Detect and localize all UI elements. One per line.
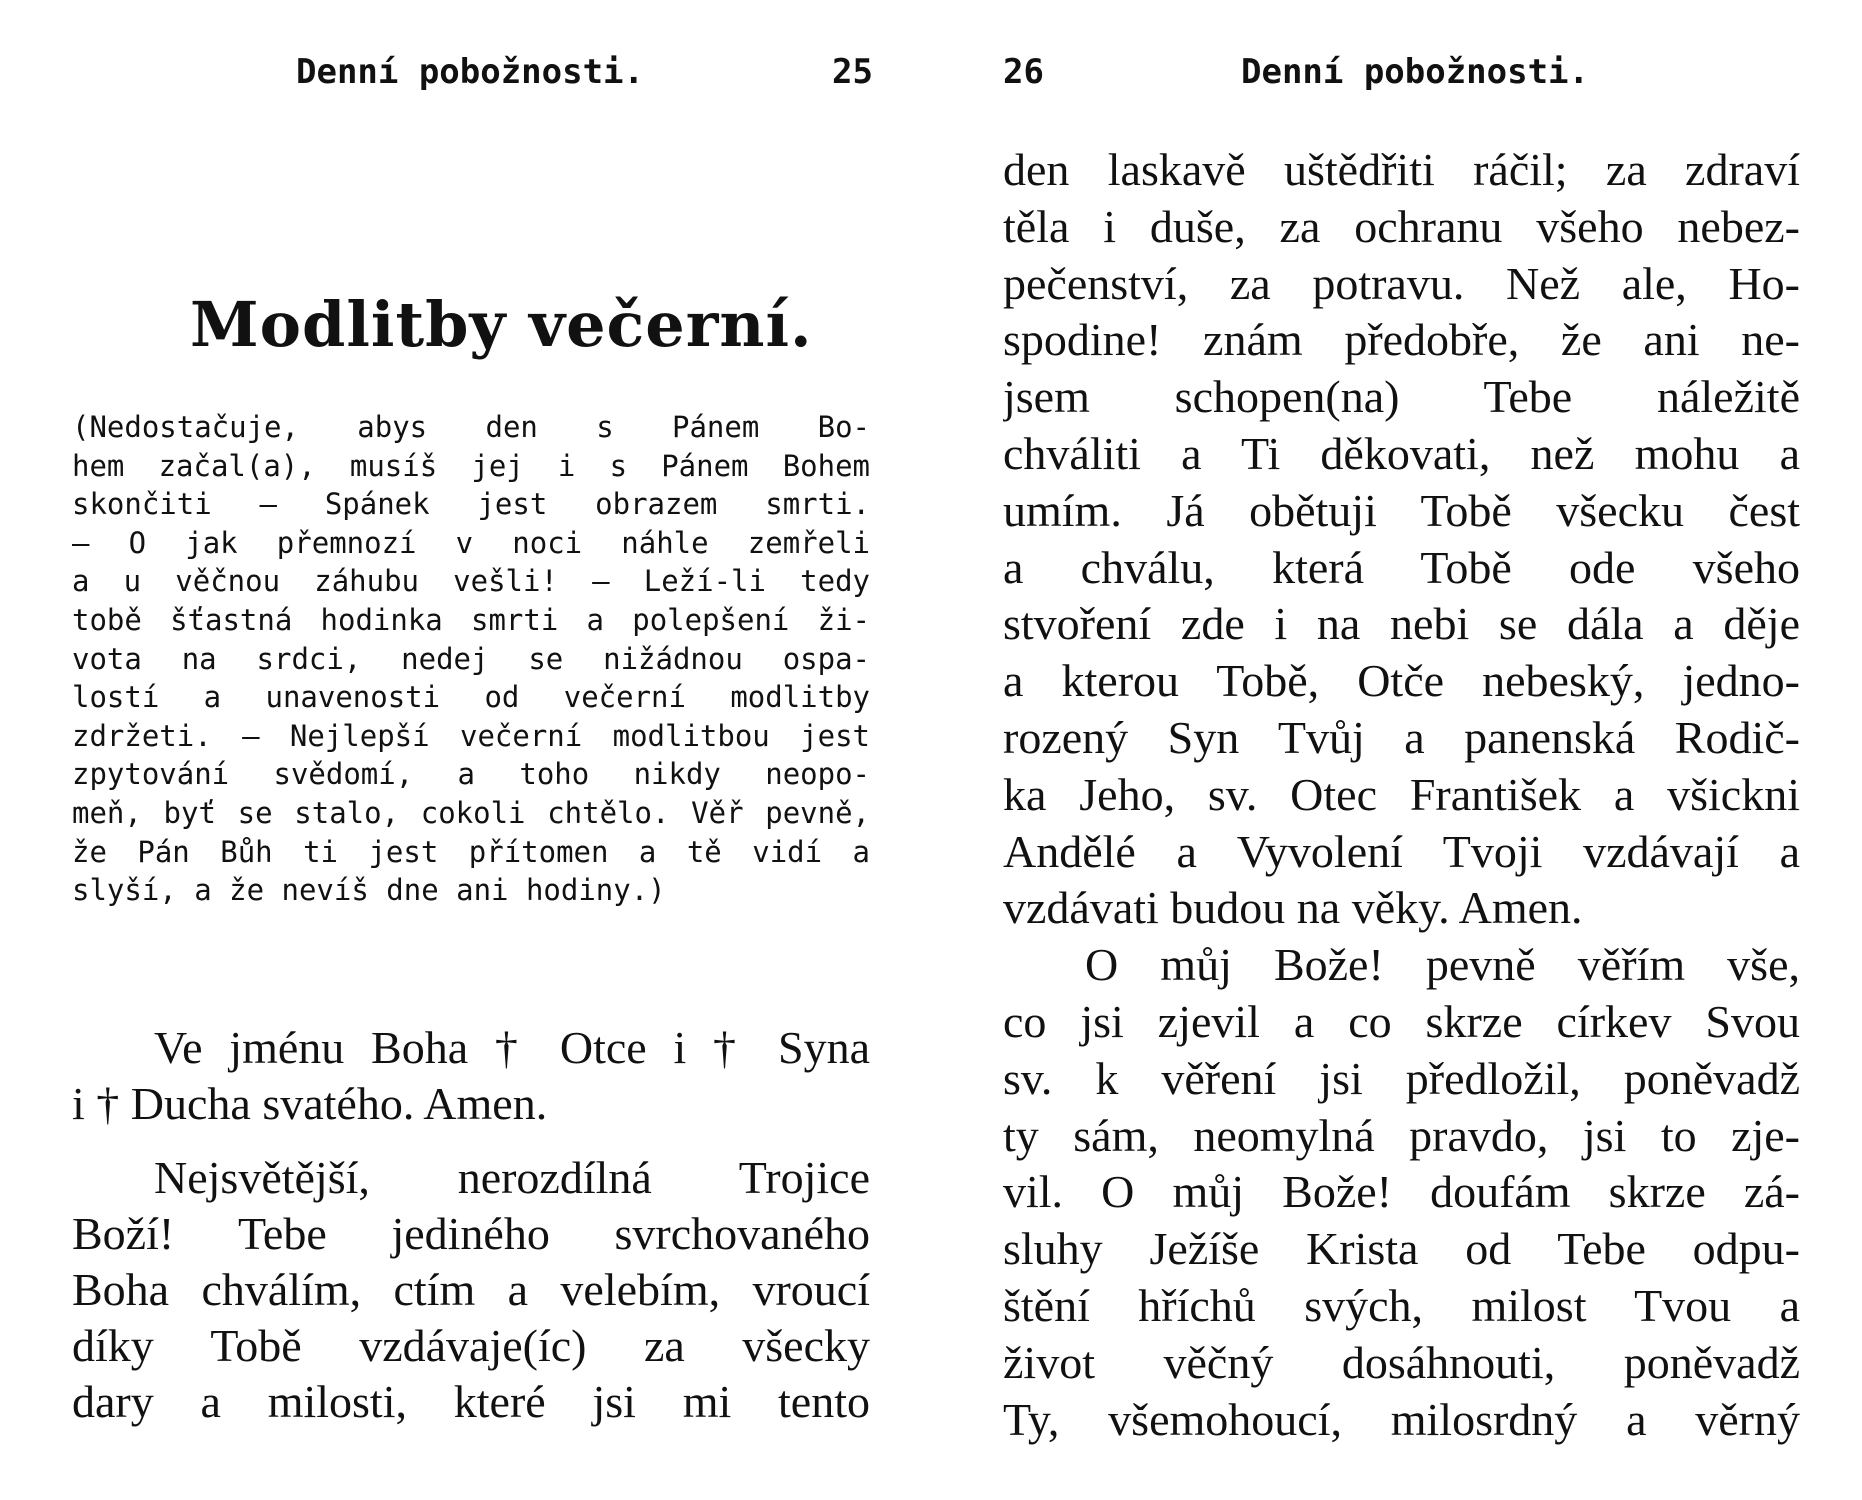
prayer-line: ka Jeho, sv. Otec František a všickni [1003, 768, 1800, 820]
prayer-line: umím. Já obětuji Tobě všecku čest [1003, 484, 1800, 536]
rubric-line: že Pán Bůh ti jest přítomen a tě vidí a [72, 834, 870, 869]
rubric-line: zdržeti. — Nejlepší večerní modlitbou jest [72, 718, 870, 753]
prayer-line: dary a milosti, které jsi mi tento [72, 1376, 870, 1427]
prayer-line: Boha chválím, ctím a velebím, vroucí [72, 1264, 870, 1315]
prayer-line: Andělé a Vyvolení Tvoji vzdávají a [1003, 825, 1800, 877]
rubric-paragraph [72, 408, 870, 910]
rubric-line: vota na srdci, nedej se nižádnou ospa- [72, 641, 870, 676]
rubric-line: a u věčnou záhubu vešli! — Leží-li tedy [72, 564, 870, 599]
prayer-line: těla i duše, za ochranu všeho nebez- [1003, 200, 1800, 252]
invocation-line: i † Ducha svatého. Amen. [72, 1078, 548, 1129]
prayer-line: jsem schopen(na) Tebe náležitě [1003, 371, 1800, 423]
rubric-line: lostí a unavenosti od večerní modlitby [72, 680, 870, 715]
prayer-line: pečenství, za potravu. Než ale, Ho- [1003, 257, 1800, 309]
faith-line: život věčný dosáhnouti, poněvadž [1003, 1336, 1800, 1388]
page-number-left: 25 [832, 52, 873, 92]
faith-line: štění hříchů svých, milost Tvou a [1003, 1279, 1800, 1331]
faith-line: O můj Bože! pevně věřím vše, [1085, 939, 1800, 991]
page-number-right: 26 [1003, 52, 1044, 92]
invocation-line: Ve jménu Boha † Otce i † Syna [154, 1022, 870, 1073]
rubric-line: tobě šťastná hodinka smrti a polepšení ži- [72, 602, 870, 637]
prayer-line: díky Tobě vzdávaje(íc) za všecky [72, 1320, 870, 1371]
prayer-line: spodine! znám předobře, že ani ne- [1003, 314, 1800, 366]
rubric-line: zpytování svědomí, a toho nikdy neopo- [72, 757, 870, 792]
faith-line: ty sám, neomylná pravdo, jsi to zje- [1003, 1109, 1800, 1161]
prayer-line: rozený Syn Tvůj a panenská Rodič- [1003, 711, 1800, 763]
rubric-line: skončiti — Spánek jest obrazem smrti. [72, 487, 870, 522]
invocation-paragraph [72, 1020, 870, 1132]
running-title-left: Denní pobožnosti. [296, 52, 644, 92]
prayer-line: stvoření zde i na nebi se dála a děje [1003, 598, 1800, 650]
prayer-line: a chválu, která Tobě ode všeho [1003, 541, 1800, 593]
faith-line: vil. O můj Bože! doufám skrze zá- [1003, 1166, 1800, 1218]
running-title-right: Denní pobožnosti. [1241, 52, 1589, 92]
prayer-paragraph-left [72, 1150, 870, 1430]
prayer-line: den laskavě uštědřiti ráčil; za zdraví [1003, 144, 1800, 195]
faith-line: sluhy Ježíše Krista od Tebe odpu- [1003, 1223, 1800, 1275]
section-heading: Modlitby večerní. [190, 288, 813, 361]
prayer-line: chváliti a Ti děkovati, než mohu a [1003, 427, 1800, 479]
rubric-line: hem začal(a), musíš jej i s Pánem Bohem [72, 448, 870, 483]
right-page [931, 0, 1862, 1500]
prayer-line: vzdávati budou na věky. Amen. [1003, 882, 1583, 934]
rubric-line: — O jak přemnozí v noci náhle zemřeli [72, 525, 870, 560]
rubric-line: slyší, a že nevíš dne ani hodiny.) [72, 873, 666, 908]
rubric-line: (Nedostačuje, abys den s Pánem Bo- [72, 410, 870, 444]
faith-line: Ty, všemohoucí, milosrdný a věrný [1003, 1393, 1800, 1445]
rubric-line: meň, byť se stalo, cokoli chtělo. Věř pevně, [72, 795, 870, 830]
faith-line: co jsi zjevil a co skrze církev Svou [1003, 995, 1800, 1047]
prayer-line: a kterou Tobě, Otče nebeský, jedno- [1003, 655, 1800, 707]
prayer-line: Nejsvětější, nerozdílná Trojice [154, 1152, 870, 1203]
prayer-line: Boží! Tebe jediného svrchovaného [72, 1208, 870, 1259]
faith-line: sv. k věření jsi předložil, poněvadž [1003, 1052, 1800, 1104]
prayer-paragraph-right [1003, 142, 1800, 1448]
